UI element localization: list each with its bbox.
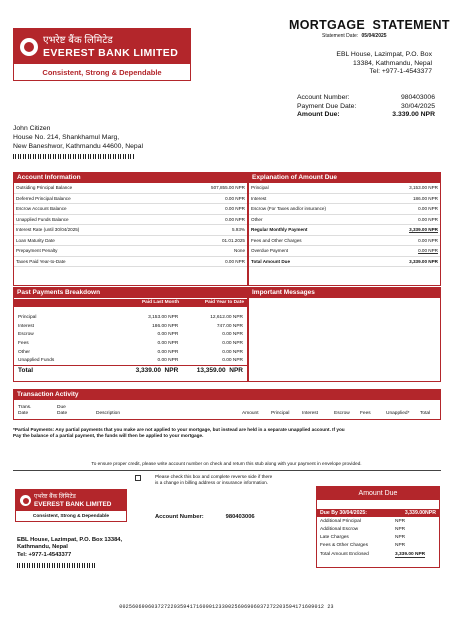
stub-account-number: Account Number: 980403006 bbox=[155, 514, 255, 520]
stub-bank-name-devanagari: एभरेष्ट बैंक लिमिटेड bbox=[34, 493, 76, 500]
transaction-column-header: Total bbox=[420, 410, 431, 416]
statement-title: MORTGAGE STATEMENT bbox=[289, 18, 450, 32]
transaction-column-header: Description bbox=[96, 410, 120, 416]
account-info-row bbox=[14, 236, 247, 247]
account-info-row bbox=[14, 225, 247, 236]
explanation-value: 0.00 NPR bbox=[418, 237, 438, 243]
explanation-value: 186.00 NPR bbox=[412, 195, 438, 201]
account-info-label: Prepayment Penalty bbox=[16, 248, 58, 254]
stub-amount-value: NPR bbox=[395, 543, 406, 549]
transaction-column-header: Fees bbox=[360, 410, 371, 416]
stub-bank-address: EBL House, Lazimpat, P.O. Box 13384, Kathmandu, Nepal Tel: +977-1-4543377 bbox=[17, 537, 123, 558]
stub-bank-tagline: Consistent, Strong & Dependable bbox=[32, 514, 110, 519]
past-payment-label: Principal bbox=[18, 315, 37, 321]
account-info-value: None bbox=[234, 248, 245, 254]
stub-bank-name: EVEREST BANK LIMITED bbox=[34, 500, 112, 508]
transaction-column-header: Interest bbox=[302, 410, 318, 416]
account-info-row bbox=[14, 204, 247, 215]
explanation-label: Interest bbox=[251, 195, 267, 201]
past-payments-panel bbox=[13, 287, 248, 382]
stub-amount-label: Additional Principal bbox=[320, 518, 361, 524]
statement-date: Statement Date: 05/04/2025 bbox=[322, 33, 387, 39]
explanation-value: 0.00 NPR bbox=[418, 216, 438, 222]
transaction-activity-title: Transaction Activity bbox=[14, 390, 440, 400]
recipient-address: John Citizen House No. 214, Shankhamul Marg, New Baneshwor, Kathmandu 44600, Nepal bbox=[13, 125, 143, 150]
stub-amount-label: Fees & Other Charges bbox=[320, 543, 368, 549]
past-payments-total: Total 3,339.00 NPR 13,359.00 NPR bbox=[14, 365, 247, 374]
past-payment-label: Interest bbox=[18, 323, 34, 329]
account-info-label: Escrow Account Balance bbox=[16, 206, 67, 212]
explanation-row bbox=[249, 236, 440, 247]
explanation-label: Regular Monthly Payment bbox=[251, 227, 308, 233]
bank-emblem-icon bbox=[20, 38, 38, 56]
address-change-note: Please check this box and complete reverse side if there is a change in billing address or insurance information. bbox=[155, 474, 273, 485]
past-payments-title: Past Payments Breakdown bbox=[14, 288, 247, 298]
paid-last-month-header: Paid Last Month bbox=[141, 300, 179, 305]
account-info-label: Unapplied Funds Balance bbox=[16, 216, 69, 222]
stub-bank-emblem-icon bbox=[20, 495, 31, 506]
past-payment-last-month: 0.00 NPR bbox=[157, 332, 179, 338]
explanation-row bbox=[249, 225, 440, 236]
explanation-row bbox=[249, 204, 440, 215]
account-info-row bbox=[14, 194, 247, 205]
past-payment-ytd: 0.00 NPR bbox=[222, 332, 243, 338]
postal-barcode bbox=[13, 154, 135, 159]
past-payment-row bbox=[14, 348, 247, 357]
stub-amount-value: NPR bbox=[395, 526, 406, 532]
explanation-value: 0.00 NPR bbox=[418, 247, 438, 253]
past-payment-row bbox=[14, 356, 247, 365]
explanation-label: Escrow (For Taxes and/or insurance) bbox=[251, 206, 326, 212]
account-info-row bbox=[14, 257, 247, 268]
bank-name-devanagari: एभरेष्ट बैंक लिमिटेड bbox=[43, 34, 113, 46]
account-info-label: Outsiding Principal Balance bbox=[16, 185, 73, 191]
past-payment-last-month: 3,153.00 NPR bbox=[148, 315, 179, 321]
transaction-column-header: Trans. Date bbox=[18, 405, 32, 416]
explanation-label: Total Amount Due bbox=[251, 258, 291, 264]
account-info-value: 0.00 NPR bbox=[225, 206, 245, 212]
stub-amount-row bbox=[317, 542, 439, 550]
bank-name: EVEREST BANK LIMITED bbox=[43, 46, 179, 59]
explanation-label: Principal bbox=[251, 185, 269, 191]
account-info-value: 01.01.2025 bbox=[222, 237, 245, 243]
account-info-label: Loan Maturity Date bbox=[16, 237, 55, 243]
address-change-checkbox[interactable] bbox=[135, 475, 141, 481]
account-information-title: Account Information bbox=[14, 173, 247, 183]
transaction-column-header: Due Date bbox=[57, 405, 68, 416]
account-info-row bbox=[14, 215, 247, 226]
past-payment-ytd: 12,612.00 NPR bbox=[210, 315, 243, 321]
stub-amount-row bbox=[317, 533, 439, 541]
account-summary: Account Number: 980403006 Payment Due Date: 30/04/2025 Amount Due: 3.339.00 NPR bbox=[297, 94, 435, 119]
past-payment-ytd: 747.00 NPR bbox=[216, 323, 243, 329]
past-payment-last-month: 186.00 NPR bbox=[152, 323, 179, 329]
stub-bank-logo bbox=[15, 489, 127, 522]
stub-amount-label: Late Charges bbox=[320, 534, 349, 540]
past-payment-last-month: 0.00 NPR bbox=[157, 341, 179, 347]
transaction-column-header: Unapplied* bbox=[386, 410, 410, 416]
explanation-row bbox=[249, 215, 440, 226]
past-payment-last-month: 0.00 NPR bbox=[157, 358, 179, 364]
account-info-value: 0.00 NPR bbox=[225, 258, 245, 264]
bank-address: EBL House, Lazimpat, P.O. Box 13384, Kathmandu, Nepal Tel: +977-1-4543377 bbox=[336, 51, 432, 75]
transaction-column-header: Amount bbox=[242, 410, 259, 416]
account-info-label: Interest Rate (until 30/04/2025) bbox=[16, 227, 80, 233]
past-payment-row bbox=[14, 339, 247, 348]
transaction-column-header: Principal bbox=[271, 410, 290, 416]
account-info-label: Taxes Paid Year-to-Date bbox=[16, 258, 66, 264]
explanation-row bbox=[249, 183, 440, 194]
past-payment-ytd: 0.00 NPR bbox=[222, 358, 243, 364]
bank-tagline: Consistent, Strong & Dependable bbox=[42, 68, 162, 77]
micr-line: 0025606906037272203594171609012330025606906037272203594171609012 23 bbox=[119, 604, 334, 610]
past-payment-row bbox=[14, 322, 247, 331]
past-payment-ytd: 0.00 NPR bbox=[222, 349, 243, 355]
explanation-label: Other bbox=[251, 216, 263, 222]
past-payment-label: Escrow bbox=[18, 332, 34, 338]
stub-amount-row bbox=[317, 525, 439, 533]
explanation-label: Fees and Other Charges bbox=[251, 237, 302, 243]
stub-amount-value: NPR bbox=[395, 534, 406, 540]
past-payment-last-month: 0.00 NPR bbox=[157, 349, 179, 355]
bank-logo bbox=[13, 28, 191, 81]
stub-amount-row bbox=[317, 517, 439, 525]
tear-line bbox=[13, 470, 441, 471]
account-info-row bbox=[14, 246, 247, 257]
transaction-activity-panel bbox=[13, 389, 441, 420]
explanation-title: Explanation of Amount Due bbox=[249, 173, 440, 183]
explanation-value: 3,153.00 NPR bbox=[409, 185, 438, 191]
transaction-header-row bbox=[14, 400, 440, 418]
past-payment-label: Unapplied Funds bbox=[18, 358, 55, 364]
stub-amount-due-title: Amount Due bbox=[317, 487, 439, 500]
past-payment-label: Other bbox=[18, 349, 30, 355]
past-payment-ytd: 0.00 NPR bbox=[222, 341, 243, 347]
explanation-value: 3,339.00 NPR bbox=[409, 258, 438, 264]
explanation-panel bbox=[248, 172, 441, 286]
account-info-value: 5.93% bbox=[231, 227, 245, 233]
explanation-row bbox=[249, 194, 440, 205]
stub-due-by-row: Due By 30/04/2025: 3,339.00NPR bbox=[317, 509, 439, 517]
past-payment-row bbox=[14, 331, 247, 340]
explanation-row bbox=[249, 246, 440, 257]
stub-amount-value: NPR bbox=[395, 518, 406, 524]
explanation-value: 0.00 NPR bbox=[418, 206, 438, 212]
transaction-column-header: Escrow bbox=[334, 410, 350, 416]
account-info-row bbox=[14, 183, 247, 194]
paid-ytd-header: Paid Year to Date bbox=[204, 300, 244, 305]
stub-instruction: To ensure proper credit, please write account number on check and return this stub along with your payment in envelope provided. bbox=[91, 461, 362, 466]
stub-amount-due-box bbox=[316, 486, 440, 568]
account-info-value: 0.00 NPR bbox=[225, 195, 245, 201]
important-messages-title: Important Messages bbox=[249, 288, 440, 298]
account-info-value: 507,855.00 NPR bbox=[211, 185, 245, 191]
partial-payments-note: *Partial Payments: Any partial payments that you make are not applied to your mortgage, but instead are held in a separate unapplied account. If you Pay the balance of a partial payment, the funds will then be applied to your mortgage. bbox=[13, 427, 345, 438]
account-info-label: Deferred Principal Balance bbox=[16, 195, 71, 201]
past-payment-row bbox=[14, 314, 247, 323]
important-messages-panel bbox=[248, 287, 441, 382]
explanation-label: Overdue Payment bbox=[251, 248, 289, 254]
stub-total-enclosed: Total Amount Enclosed 3,339.00 NPR bbox=[320, 551, 426, 558]
account-info-value: 0.00 NPR bbox=[225, 216, 245, 222]
account-information-panel bbox=[13, 172, 248, 286]
past-payment-label: Fees bbox=[18, 341, 29, 347]
explanation-row bbox=[249, 257, 440, 268]
explanation-value: 3,339.00 NPR bbox=[409, 226, 438, 232]
stub-postal-barcode bbox=[17, 563, 95, 568]
stub-amount-label: Additional Escrow bbox=[320, 526, 359, 532]
